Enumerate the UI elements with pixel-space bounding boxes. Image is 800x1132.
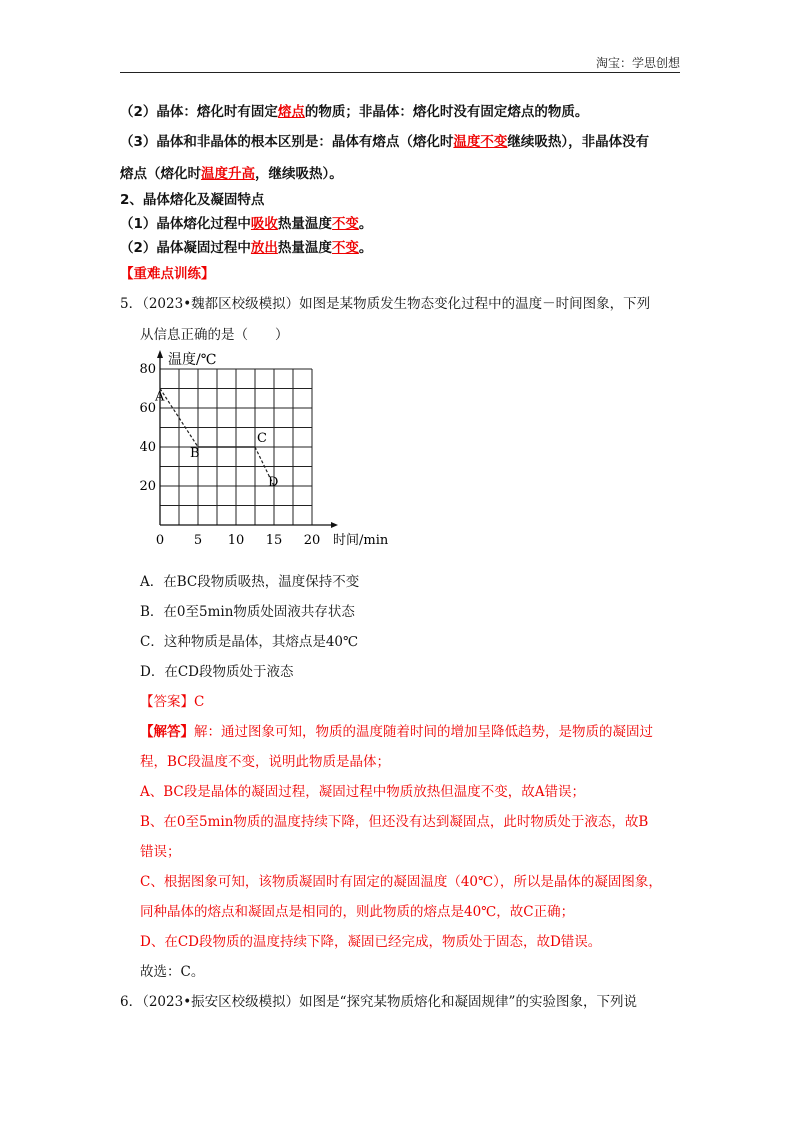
answer-line: 【答案】C bbox=[140, 694, 205, 710]
analysis-a: A、BC段是晶体的凝固过程，凝固过程中物质放热但温度不变，故A错误； bbox=[140, 784, 585, 800]
y-axis-label: 温度/℃ bbox=[168, 352, 217, 368]
x-tick-label: 15 bbox=[265, 533, 283, 548]
note-line-3: （3）晶体和非晶体的根本区别是：晶体有熔点（熔化时温度不变继续吸热），非晶体没有 bbox=[120, 134, 650, 150]
training-heading: 【重难点训练】 bbox=[120, 266, 215, 282]
analysis-c1: C、根据图象可知，该物质凝固时有固定的凝固温度（40℃），所以是晶体的凝固图象， bbox=[140, 874, 662, 890]
x-axis-label: 时间/min bbox=[333, 533, 389, 548]
x-tick-label: 5 bbox=[193, 533, 203, 548]
option-d: D．在CD段物质处于液态 bbox=[140, 664, 294, 680]
choose-line: 故选：C。 bbox=[140, 964, 205, 980]
y-tick-label: 40 bbox=[140, 440, 156, 455]
option-a: A．在BC段物质吸热，温度保持不变 bbox=[140, 574, 360, 590]
chart-svg bbox=[140, 350, 390, 550]
header-brand: 淘宝：学思创想 bbox=[595, 56, 680, 70]
point-label-a: A bbox=[155, 389, 165, 405]
option-b: B．在0至5min物质处固液共存状态 bbox=[140, 604, 355, 620]
x-tick-label: 10 bbox=[227, 533, 245, 548]
note-line-3b: 熔点（熔化时温度升高，继续吸热）。 bbox=[120, 166, 343, 182]
analysis-line2: 程，BC段温度不变，说明此物质是晶体； bbox=[140, 754, 390, 770]
x-axis-arrow bbox=[331, 522, 338, 528]
analysis-line1: 【解答】解：通过图象可知，物质的温度随着时间的增加呈降低趋势，是物质的凝固过 bbox=[140, 724, 653, 740]
y-tick-label: 80 bbox=[140, 362, 156, 377]
note-line-5: （2）晶体凝固过程中放出热量温度不变。 bbox=[120, 240, 373, 256]
analysis-label: 【解答】 bbox=[140, 724, 194, 740]
point-label-c: C bbox=[257, 431, 267, 446]
point-label-d: D bbox=[268, 475, 279, 490]
page-header bbox=[120, 54, 680, 73]
highlight-term: 温度不变 bbox=[453, 134, 508, 150]
q6-stem-line1: 6．（2023•振安区校级模拟）如图是“探究某物质熔化和凝固规律”的实验图象，下列说 bbox=[120, 994, 637, 1010]
note-line-2: （2）晶体：熔化时有固定熔点的物质；非晶体：熔化时没有固定熔点的物质。 bbox=[120, 104, 589, 120]
q5-stem-line1: 5．（2023•魏都区校级模拟）如图是某物质发生物态变化过程中的温度－时间图象，下列 bbox=[120, 296, 651, 312]
highlight-term: 熔点 bbox=[277, 104, 305, 120]
note-line-4: （1）晶体熔化过程中吸收热量温度不变。 bbox=[120, 216, 373, 232]
y-tick-label: 60 bbox=[140, 401, 156, 416]
option-c: C．这种物质是晶体，其熔点是40℃ bbox=[140, 634, 359, 650]
highlight-term: 温度升高 bbox=[201, 166, 255, 182]
y-axis-arrow bbox=[157, 350, 163, 358]
analysis-c2: 同种晶体的熔点和凝固点是相同的，则此物质的熔点是40℃，故C正确； bbox=[140, 904, 575, 920]
analysis-b1: B、在0至5min物质的温度持续下降，但还没有达到凝固点，此时物质处于液态，故B bbox=[140, 814, 649, 830]
section-heading: 2、晶体熔化及凝固特点 bbox=[120, 192, 265, 208]
analysis-b2: 错误； bbox=[140, 844, 181, 860]
point-label-b: B bbox=[190, 446, 200, 461]
temperature-time-chart bbox=[140, 350, 390, 550]
x-tick-label: 0 bbox=[155, 533, 165, 548]
q5-stem-line2: 从信息正确的是（ ） bbox=[140, 327, 289, 343]
analysis-d: D、在CD段物质的温度持续下降，凝固已经完成，物质处于固态，故D错误。 bbox=[140, 934, 602, 950]
x-tick-label: 20 bbox=[303, 533, 321, 548]
y-tick-label: 20 bbox=[140, 479, 156, 494]
